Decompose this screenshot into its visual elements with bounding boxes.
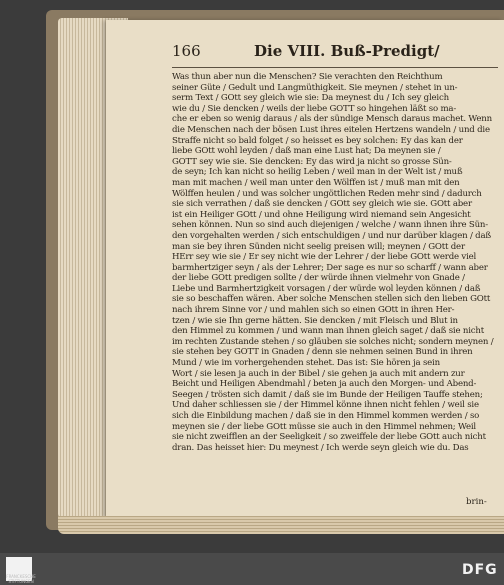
text-line: wie du / Sie dencken / weils der liebe GOTT so hingehen läßt so ma- (172, 103, 457, 114)
text-line: Beicht und Heiligen Abendmahl / beten ja auch den Morgen- und Abend- (172, 379, 477, 390)
text-line: che er eben so wenig daraus / als der sündige Mensch daraus machet. Wenn (172, 114, 492, 125)
text-line: Seegen / trösten sich damit / daß sie im Bunde der Heiligen Tauffe stehen; (172, 389, 483, 400)
text-line: GOTT sey wie sie. Sie dencken: Ey das wird ja nicht so grosse Sün- (172, 156, 452, 167)
dfg-logo: DFG (462, 562, 498, 578)
text-line: meynen sie / der liebe GOtt müsse sie auch in den Himmel nehmen; Weil (172, 421, 476, 432)
header-rule (172, 67, 498, 68)
text-line: man mit machen / weil man unter den Wölffen ist / muß man mit den (172, 177, 460, 188)
page-bottom-edge (58, 516, 504, 534)
text-line: der liebe GOtt predigen sollte / der würde ihnen vielmehr von Gnade / (172, 273, 465, 284)
page-number: 166 (172, 42, 201, 60)
text-line: barmhertziger seyn / als der Lehrer; Der sage es nur so scharff / wann aber (172, 262, 488, 273)
text-line: Was thun aber nun die Menschen? Sie verachten den Reichthum (172, 72, 443, 82)
catchword: brin- (466, 497, 487, 507)
text-line: nach ihrem Sinne vor / und mahlen sich so einen GOtt in ihren Her- (172, 305, 455, 316)
text-line: im rechten Zustande stehen / so gläuben sie solches nicht; sondern meynen / (172, 336, 494, 347)
text-line: de seyn; Ich kan nicht so heilig Leben / weil man in der Welt ist / muß (172, 167, 463, 178)
text-line: sie stehen bey GOTT in Gnaden / denn sie nehmen seinen Bund in ihren (172, 347, 473, 358)
text-line: Mund / wie im vorhergehenden stehet. Das ist: Sie hören ja sein (172, 358, 440, 369)
text-line: dran. Das heisset hier: Du meynest / Ich werde seyn gleich wie du. Das (172, 442, 469, 453)
page-header (172, 42, 492, 64)
text-line: Wort / sie lesen ja auch in der Bibel / sie gehen ja auch mit andern zur (172, 368, 465, 379)
text-line: Und daher schliessen sie / der Himmel könne ihnen nicht fehlen / weil sie (172, 400, 479, 411)
foundation-logo-caption: FRANCKESCHE STIFTUNGEN (6, 574, 36, 584)
text-line: liebe GOtt wohl leyden / daß man eine Lust hat; Da meynen sie / (172, 146, 441, 157)
text-line: den Himmel zu kommen / und wann man ihnen gleich saget / daß sie nicht (172, 326, 484, 337)
body-text (172, 72, 502, 496)
text-line: sich die Einbildung machen / daß sie in den Himmel kommen werden / so (172, 411, 480, 421)
running-title: Die VIII. Buß-Predigt/ (254, 42, 440, 60)
text-line: sehen können. Nun so sind auch diejenigen / welche / wann ihnen ihre Sün- (172, 220, 488, 231)
text-line: sie so beschaffen wären. Aber solche Menschen stellen sich den lieben GOtt (172, 294, 491, 305)
text-line: seiner Güte / Gedult und Langmüthigkeit. Sie meynen / stehet in un- (172, 82, 458, 93)
footer-bar (0, 553, 504, 585)
text-line: Liebe und Barmhertzigkeit vorsagen / der würde wol leyden können / daß (172, 283, 481, 294)
text-line: tzen / wie sie Ihn gerne hätten. Sie dencken / mit Fleisch und Blut in (172, 315, 458, 326)
text-line: Wölffen heulen / und was solcher ungöttlichen Reden mehr sind / dadurch (172, 188, 482, 199)
text-line: sie sich verrathen / daß sie dencken / GOtt sey gleich wie sie. GOtt aber (172, 199, 472, 210)
book-page (106, 20, 504, 518)
text-line: man sie bey ihren Sünden nicht seelig preisen will; meynen / GOtt der (172, 241, 465, 252)
text-line: sie nicht zweifflen an der Seeligkeit / so zweiffele der liebe GOtt auch nicht (172, 432, 486, 443)
text-line: die Menschen nach der bösen Lust ihres eitelen Hertzens wandeln / und die (172, 124, 490, 135)
text-line: den vorgehalten werden / sich entschuldigen / und nur darüber klagen / daß (172, 230, 491, 241)
text-line: HErr sey wie sie / Er sey nicht wie der Lehrer / der liebe GOtt werde viel (172, 252, 477, 263)
text-line: serm Text / GOtt sey gleich wie sie: Da meynest du / Ich sey gleich (172, 93, 449, 104)
text-line: Straffe nicht so bald folget / so heisset es bey solchen: Ey das kan der (172, 135, 463, 146)
text-line: ist ein Heiliger GOtt / und ohne Heiligung wird niemand sein Angesicht (172, 209, 471, 220)
